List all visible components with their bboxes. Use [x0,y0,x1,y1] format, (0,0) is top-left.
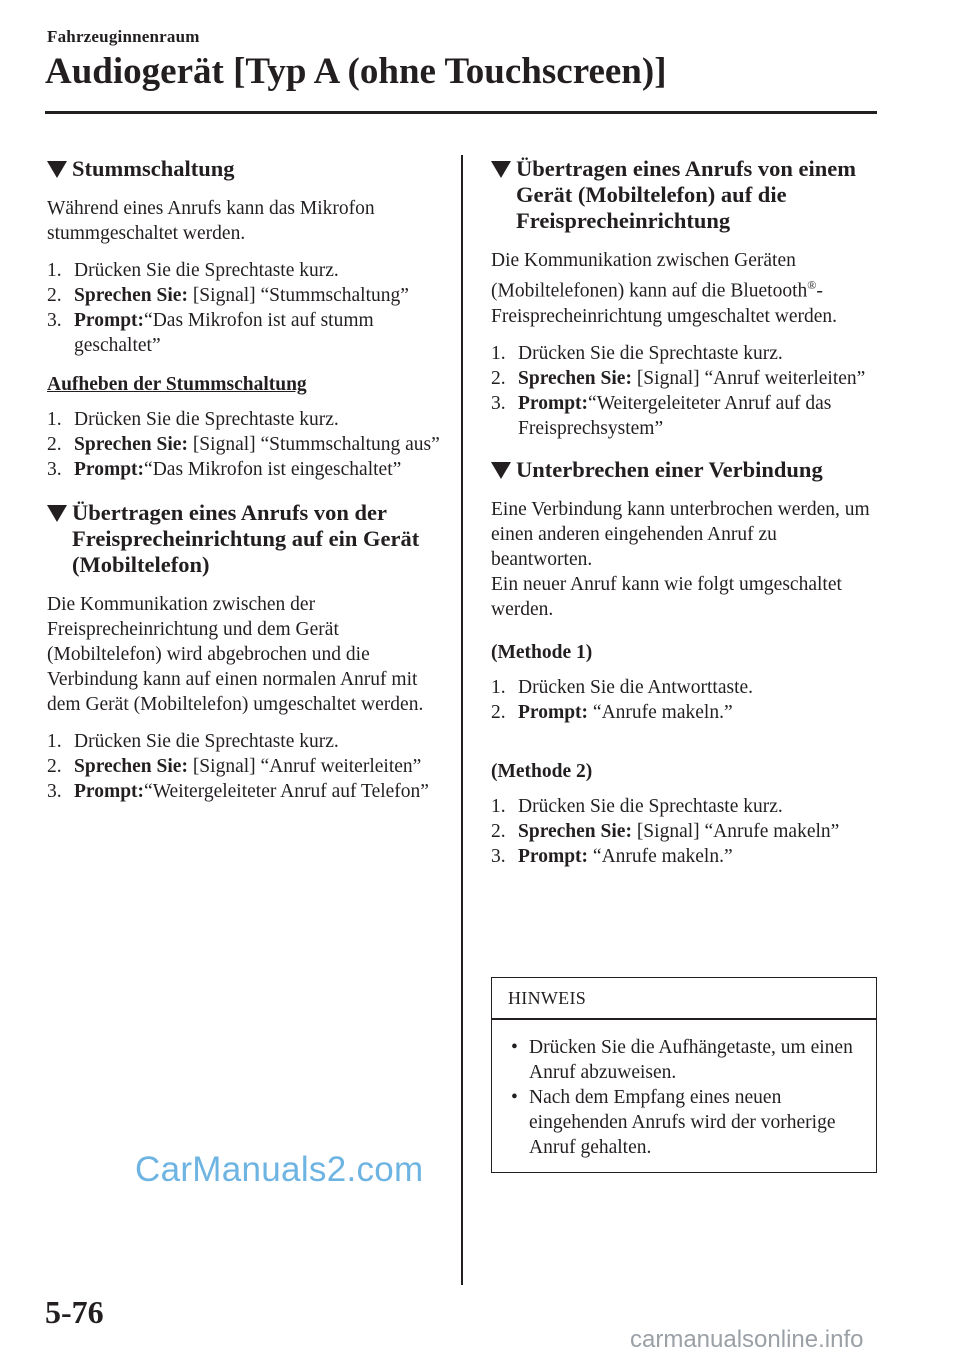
note-body [509,1035,859,1160]
step-item [47,457,442,482]
triangle-bullet-icon [491,161,511,178]
step-number: 1. [491,676,506,698]
step-number: 3. [47,310,62,331]
watermark: CarManuals2.com [135,1150,424,1189]
step-item [47,432,442,457]
step-item [47,407,442,432]
step-item [491,819,881,844]
step-item [491,366,881,391]
step-text: “Das Mikrofon ist eingeschaltet” [144,459,402,480]
note-item-text: Drücken Sie die Aufhängetaste, um einen Anruf abzuweisen. [529,1037,853,1083]
step-number: 1. [491,342,506,364]
step-number: 3. [491,392,506,414]
step-number: 2. [47,434,62,455]
footer-site-link[interactable]: carmanualsonline.info [630,1326,864,1353]
step-label: Sprechen Sie: [74,756,188,777]
step-item [47,779,442,804]
transfer-to-phone-steps [47,729,442,804]
note-item-text: Nach dem Empfang eines neuen eingehenden Anrufs wird der vorherige Anruf gehalten. [529,1087,836,1158]
heading-transfer-to-phone [47,500,442,578]
heading-transfer-to-handsfree-text: Übertragen eines Anrufs von einem Gerät (Mobiltelefon) auf die Freisprecheinrichtung [516,156,856,233]
note-box [491,977,877,1173]
heading-unmute: Aufheben der Stummschaltung [47,374,307,395]
step-number: 3. [491,845,506,867]
step-number: 2. [491,820,506,842]
step-text: “Anrufe makeln.” [588,701,733,723]
unmute-steps [47,407,442,482]
right-column [491,156,881,883]
step-item [47,754,442,779]
bullet-icon: • [511,1037,518,1058]
step-label: Prompt: [518,845,589,867]
step-label: Prompt: [74,781,145,802]
method-1-steps [491,675,881,725]
step-text: Drücken Sie die Sprechtaste kurz. [74,731,339,752]
step-item [47,308,442,358]
step-text: Drücken Sie die Sprechtaste kurz. [74,409,339,430]
transfer-to-handsfree-intro [491,248,881,329]
step-number: 2. [491,367,506,389]
mute-steps [47,258,442,358]
triangle-bullet-icon [491,462,511,479]
step-label: Prompt: [518,701,589,723]
heading-mute-text: Stummschaltung [72,156,235,181]
step-text: [Signal] “Anruf weiterleiten” [631,367,866,389]
step-label: Prompt: [518,392,589,414]
step-item [491,341,881,366]
heading-interrupt [491,457,881,483]
page-number: 5-76 [45,1294,104,1330]
heading-transfer-to-handsfree [491,156,881,234]
step-text: “Anrufe makeln.” [588,845,733,867]
interrupt-intro-2: Ein neuer Anruf kann wie folgt umgeschaltet werden. [491,573,842,620]
heading-mute [47,156,442,182]
intro-text: Die Kommunikation zwischen Geräten (Mobiltelefonen) kann auf die Bluetooth [491,250,808,302]
interrupt-intro: Eine Verbindung kann unterbrochen werden, um einen anderen eingehenden Anruf zu beantworten. [491,498,870,570]
step-item [491,844,881,869]
intro-text: -Freisprecheinrichtung umgeschaltet werden. [491,280,838,327]
step-text: [Signal] “Anrufe makeln” [631,820,840,842]
method-1-label: (Methode 1) [491,641,593,663]
method-2-label: (Methode 2) [491,760,593,782]
transfer-to-phone-intro: Die Kommunikation zwischen der Freisprecheinrichtung und dem Gerät (Mobiltelefon) wird abgebrochen und die Verbindung kann auf einen normalen Anruf mit dem Gerät (Mobiltelefon) umgeschaltet werden. [47,594,424,715]
bullet-icon: • [511,1087,518,1108]
step-text: Drücken Sie die Sprechtaste kurz. [74,260,339,281]
step-text: “Weitergeleiteter Anruf auf Telefon” [144,781,429,802]
step-number: 1. [47,260,62,281]
step-number: 2. [47,756,62,777]
triangle-bullet-icon [47,161,67,178]
registered-mark: ® [807,278,817,292]
step-label: Sprechen Sie: [74,434,188,455]
step-item [47,729,442,754]
step-number: 1. [47,731,62,752]
heading-interrupt-text: Unterbrechen einer Verbindung [516,456,823,482]
page-title: Audiogerät [Typ A (ohne Touchscreen)] [45,51,667,92]
left-column [47,156,442,818]
note-item [509,1035,859,1085]
step-text: [Signal] “Stummschaltung” [187,285,409,306]
step-number: 1. [491,795,506,817]
step-item [491,700,881,725]
step-number: 3. [47,781,62,802]
note-divider [492,1018,876,1020]
step-text: Drücken Sie die Sprechtaste kurz. [518,795,783,817]
step-label: Sprechen Sie: [518,820,632,842]
header-rule [45,111,877,114]
step-label: Prompt: [74,459,145,480]
step-item [47,258,442,283]
step-item [491,794,881,819]
step-text: Drücken Sie die Sprechtaste kurz. [518,342,783,364]
step-label: Sprechen Sie: [518,367,632,389]
column-divider [461,155,463,1285]
step-text: “Das Mikrofon ist auf stumm geschaltet” [74,310,374,356]
step-number: 2. [491,701,506,723]
step-number: 2. [47,285,62,306]
note-item [509,1085,859,1160]
method-2-steps [491,794,881,869]
step-item [491,391,881,441]
step-item [47,283,442,308]
step-label: Sprechen Sie: [74,285,188,306]
step-number: 1. [47,409,62,430]
step-text: [Signal] “Anruf weiterleiten” [187,756,422,777]
heading-transfer-to-phone-text: Übertragen eines Anrufs von der Freisprecheinrichtung auf ein Gerät (Mobiltelefon) [72,500,420,577]
step-text: [Signal] “Stummschaltung aus” [187,434,440,455]
triangle-bullet-icon [47,505,67,522]
note-title: HINWEIS [508,988,587,1008]
step-number: 3. [47,459,62,480]
mute-intro: Während eines Anrufs kann das Mikrofon stummgeschaltet werden. [47,198,375,244]
step-item [491,675,881,700]
step-label: Prompt: [74,310,145,331]
step-text: Drücken Sie die Antworttaste. [518,676,754,698]
transfer-to-handsfree-steps [491,341,881,441]
step-text: “Weitergeleiteter Anruf auf das Freisprechsystem” [518,392,832,439]
section-label: Fahrzeuginnenraum [47,27,200,46]
